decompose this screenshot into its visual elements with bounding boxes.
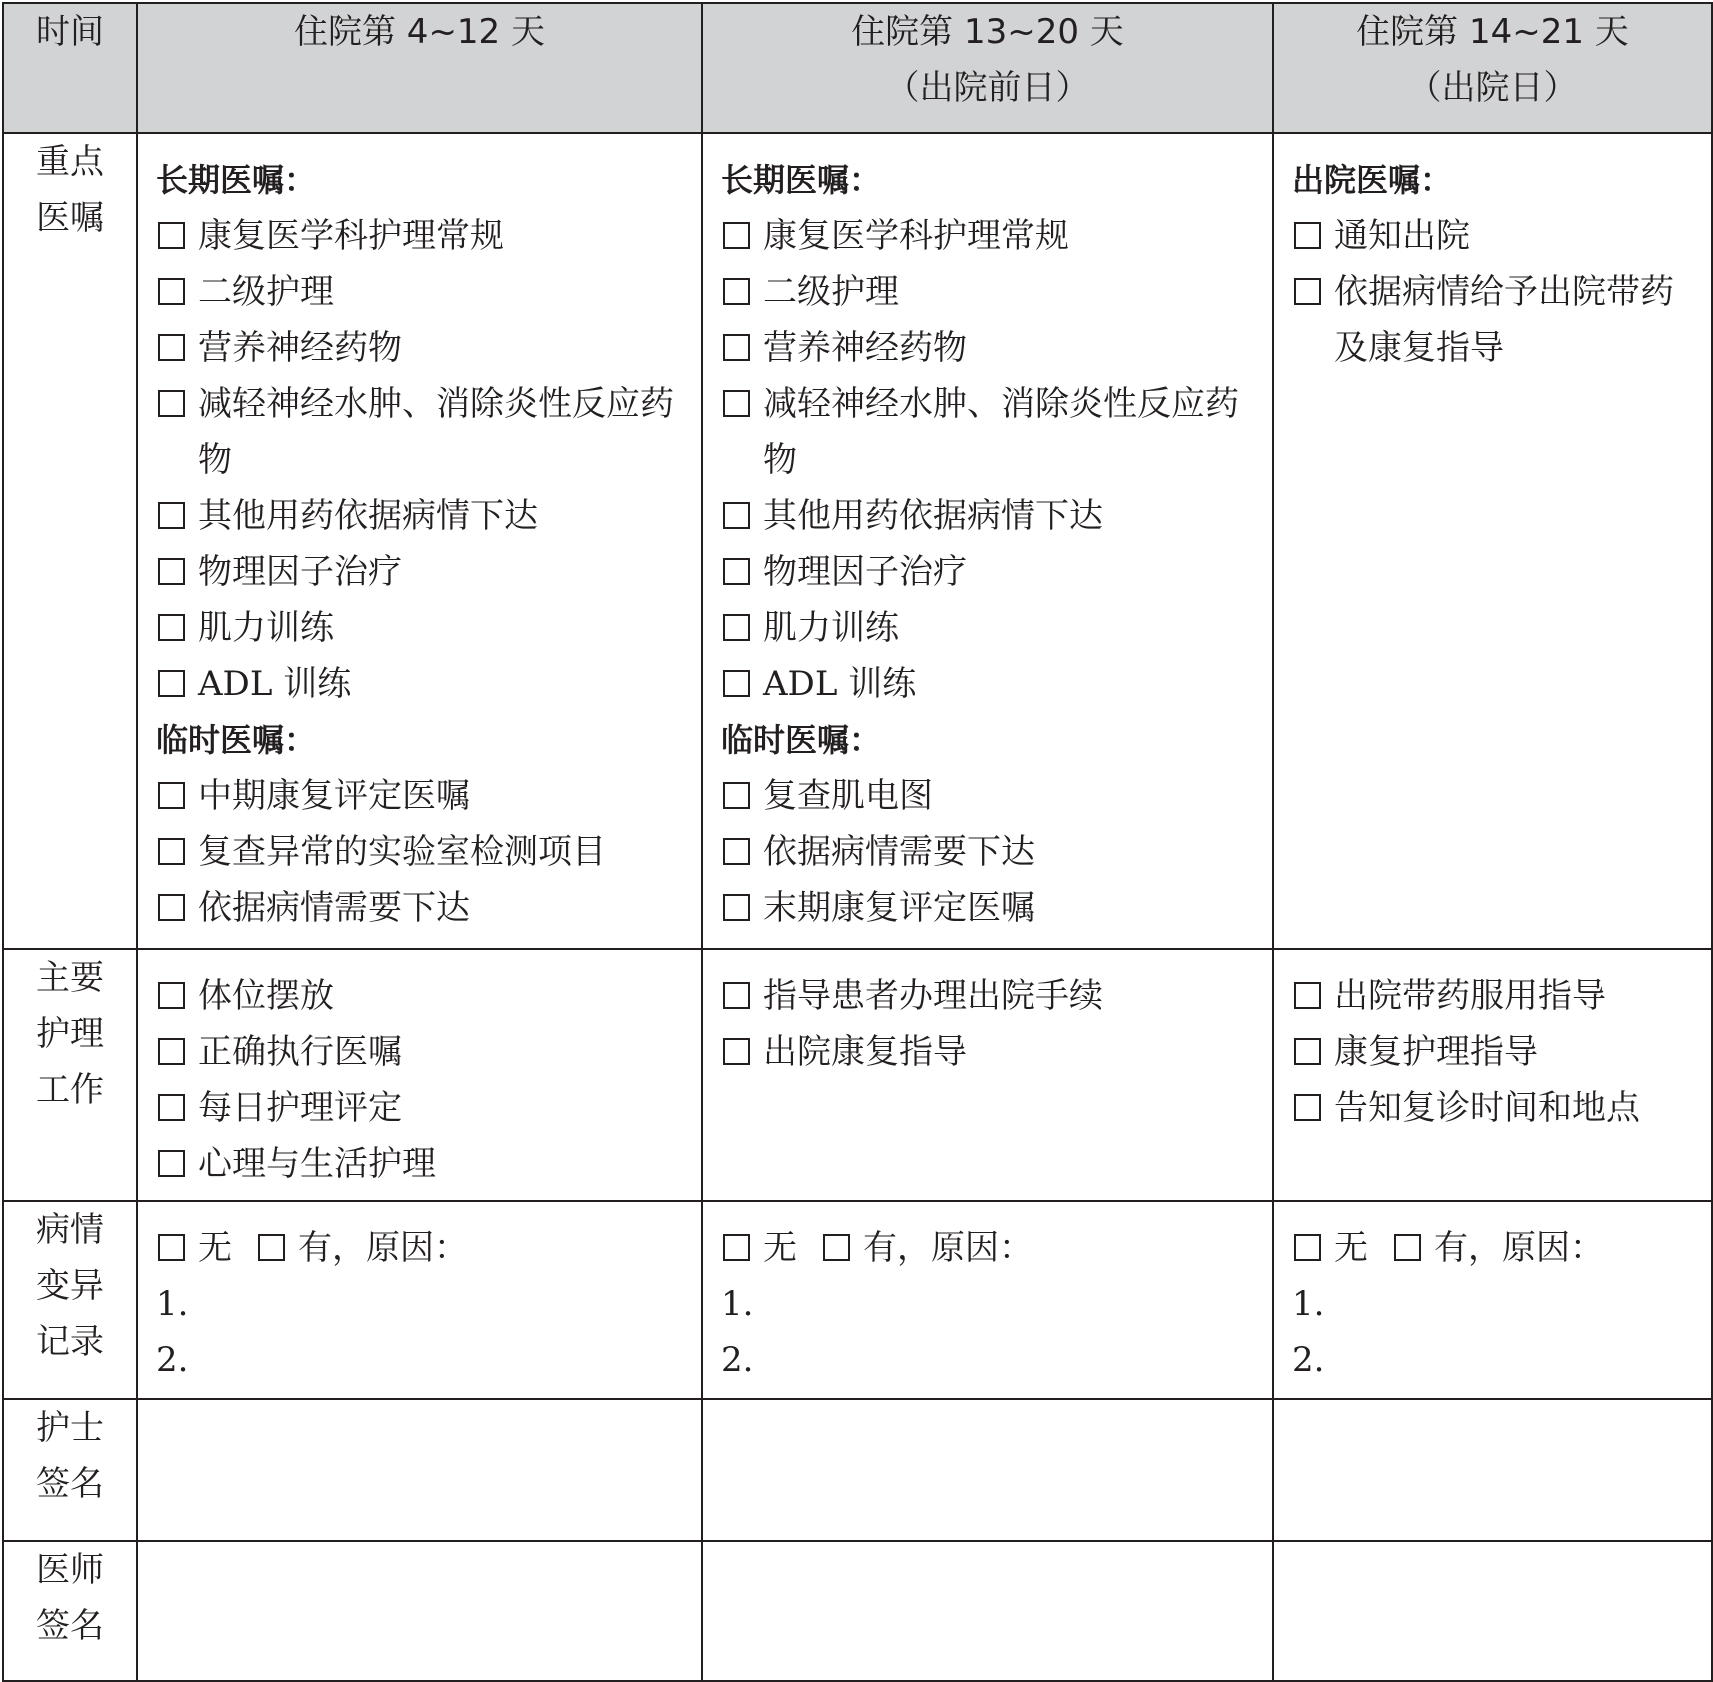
checkbox[interactable]: [723, 558, 750, 585]
checkbox[interactable]: [723, 670, 750, 697]
nursing-col2: [702, 949, 1273, 1201]
checkbox[interactable]: [158, 390, 185, 417]
checkbox[interactable]: [158, 278, 185, 305]
checkbox[interactable]: [158, 670, 185, 697]
checkbox[interactable]: [723, 782, 750, 809]
orders-col3: [1273, 133, 1712, 949]
checkbox[interactable]: [158, 614, 185, 641]
checkbox[interactable]: [158, 1038, 185, 1065]
doctor-signature-field[interactable]: [702, 1541, 1273, 1681]
checklist-item: [721, 488, 1258, 544]
orders-row-label: 重点 医嘱: [3, 133, 137, 949]
checkbox[interactable]: [1294, 222, 1321, 249]
checkbox[interactable]: [723, 390, 750, 417]
checklist-item-label: 依据病情给予出院带药及康复指导: [1334, 272, 1674, 368]
checklist-item: [721, 600, 1258, 656]
discharge-order-list: [1292, 208, 1697, 376]
checklist-item: [721, 544, 1258, 600]
checklist-item-label: 其他用药依据病情下达: [198, 496, 538, 536]
nursing-task-list: [721, 968, 1258, 1080]
checklist-item: [721, 1024, 1258, 1080]
doctor-signature-field[interactable]: [1273, 1541, 1712, 1681]
checkbox[interactable]: [723, 894, 750, 921]
checklist-item-label: 其他用药依据病情下达: [763, 496, 1103, 536]
variance-line-1[interactable]: 1.: [156, 1284, 189, 1324]
checkbox[interactable]: [158, 558, 185, 585]
checkbox[interactable]: [158, 334, 185, 361]
checklist-item: [1292, 968, 1697, 1024]
long-term-order-list: [156, 208, 687, 712]
variance-line-2[interactable]: 2.: [1292, 1340, 1325, 1380]
variance-none-checkbox[interactable]: [1294, 1234, 1321, 1261]
variance-none-label: 无: [198, 1228, 232, 1268]
checklist-item: [156, 208, 687, 264]
nursing-row-label: 主要 护理 工作: [3, 949, 137, 1201]
variance-line-2[interactable]: 2.: [156, 1340, 189, 1380]
checklist-item-label: 出院康复指导: [763, 1032, 967, 1072]
variance-row-label: 病情 变异 记录: [3, 1201, 137, 1399]
header-time: 时间: [3, 3, 137, 133]
checklist-item-label: 体位摆放: [198, 976, 334, 1016]
checklist-item-label: 复查肌电图: [763, 776, 933, 816]
orders-col1: [137, 133, 702, 949]
discharge-orders-title: 出院医嘱：: [1292, 161, 1453, 199]
checklist-item-label: 依据病情需要下达: [763, 832, 1035, 872]
variance-none-checkbox[interactable]: [723, 1234, 750, 1261]
variance-row: [3, 1201, 1712, 1399]
checklist-item-label: ADL 训练: [198, 664, 352, 704]
checkbox[interactable]: [158, 222, 185, 249]
checklist-item: [721, 264, 1258, 320]
nursing-col3: [1273, 949, 1712, 1201]
checkbox[interactable]: [723, 222, 750, 249]
checkbox[interactable]: [1294, 1038, 1321, 1065]
checklist-item-label: 二级护理: [198, 272, 334, 312]
checklist-item-label: 复查异常的实验室检测项目: [198, 832, 606, 872]
checklist-item: [156, 656, 687, 712]
checklist-item: [156, 824, 687, 880]
variance-none-label: 无: [763, 1228, 797, 1268]
checklist-item: [721, 880, 1258, 936]
checklist-item-label: 物理因子治疗: [763, 552, 967, 592]
long-term-order-list: [721, 208, 1258, 712]
long-term-orders-title: 长期医嘱：: [721, 161, 882, 199]
variance-has-checkbox[interactable]: [1394, 1234, 1421, 1261]
doctor-signature-label: 医师 签名: [3, 1541, 137, 1681]
variance-has-checkbox[interactable]: [258, 1234, 285, 1261]
checkbox[interactable]: [1294, 1094, 1321, 1121]
checklist-item-label: 肌力训练: [763, 608, 899, 648]
checklist-item: [1292, 1024, 1697, 1080]
header-day-13-20: 住院第 13~20 天 （出院前日）: [702, 3, 1273, 133]
checklist-item: [721, 968, 1258, 1024]
checklist-item: [721, 768, 1258, 824]
checklist-item-label: ADL 训练: [763, 664, 917, 704]
checklist-item: [156, 544, 687, 600]
checklist-item-label: 物理因子治疗: [198, 552, 402, 592]
orders-col2: [702, 133, 1273, 949]
nursing-task-list: [156, 968, 687, 1192]
checklist-item: [156, 1136, 687, 1192]
temporary-order-list: [156, 768, 687, 936]
variance-line-1[interactable]: 1.: [721, 1284, 754, 1324]
header-row: [3, 3, 1712, 133]
nurse-signature-label: 护士 签名: [3, 1399, 137, 1541]
checklist-item-label: 每日护理评定: [198, 1088, 402, 1128]
checklist-item: [156, 264, 687, 320]
checklist-item-label: 指导患者办理出院手续: [763, 976, 1103, 1016]
temporary-orders-title: 临时医嘱：: [156, 721, 317, 759]
checkbox[interactable]: [158, 1150, 185, 1177]
checklist-item: [156, 1080, 687, 1136]
temporary-order-list: [721, 768, 1258, 936]
checklist-item-label: 中期康复评定医嘱: [198, 776, 470, 816]
checkbox[interactable]: [1294, 278, 1321, 305]
nurse-signature-field[interactable]: [702, 1399, 1273, 1541]
checklist-item-label: 营养神经药物: [198, 328, 402, 368]
variance-has-label: 有，原因：: [1434, 1228, 1604, 1268]
nurse-signature-field[interactable]: [137, 1399, 702, 1541]
checkbox[interactable]: [158, 838, 185, 865]
clinical-pathway-table: [2, 2, 1713, 1682]
variance-has-checkbox[interactable]: [823, 1234, 850, 1261]
checkbox[interactable]: [723, 334, 750, 361]
doctor-signature-field[interactable]: [137, 1541, 702, 1681]
checklist-item-label: 告知复诊时间和地点: [1334, 1088, 1640, 1128]
header-day-14-21: 住院第 14~21 天 （出院日）: [1273, 3, 1712, 133]
checklist-item: [156, 488, 687, 544]
nursing-task-list: [1292, 968, 1697, 1136]
checkbox[interactable]: [723, 278, 750, 305]
checklist-item-label: 二级护理: [763, 272, 899, 312]
checklist-item: [1292, 208, 1697, 264]
checklist-item-label: 康复医学科护理常规: [763, 216, 1069, 256]
checklist-item-label: 肌力训练: [198, 608, 334, 648]
checkbox[interactable]: [723, 838, 750, 865]
checkbox[interactable]: [1294, 982, 1321, 1009]
checkbox[interactable]: [158, 1094, 185, 1121]
checklist-item-label: 依据病情需要下达: [198, 888, 470, 928]
checklist-item-label: 末期康复评定医嘱: [763, 888, 1035, 928]
checklist-item: [156, 320, 687, 376]
variance-col2: [702, 1201, 1273, 1399]
checklist-item: [721, 320, 1258, 376]
doctor-signature-row: [3, 1541, 1712, 1681]
checklist-item-label: 康复医学科护理常规: [198, 216, 504, 256]
variance-has-label: 有，原因：: [863, 1228, 1033, 1268]
checklist-item-label: 正确执行医嘱: [198, 1032, 402, 1072]
checklist-item: [721, 824, 1258, 880]
variance-none-checkbox[interactable]: [158, 1234, 185, 1261]
nursing-row: [3, 949, 1712, 1201]
checklist-item: [156, 880, 687, 936]
variance-col1: [137, 1201, 702, 1399]
checklist-item-label: 减轻神经水肿、消除炎性反应药物: [198, 384, 674, 480]
checkbox[interactable]: [158, 782, 185, 809]
checklist-item: [156, 376, 687, 488]
checkbox[interactable]: [723, 982, 750, 1009]
checklist-item-label: 出院带药服用指导: [1334, 976, 1606, 1016]
variance-col3: [1273, 1201, 1712, 1399]
checkbox[interactable]: [158, 982, 185, 1009]
checklist-item-label: 减轻神经水肿、消除炎性反应药物: [763, 384, 1239, 480]
checklist-item-label: 康复护理指导: [1334, 1032, 1538, 1072]
variance-line-2[interactable]: 2.: [721, 1340, 754, 1380]
checklist-item: [721, 208, 1258, 264]
nursing-col1: [137, 949, 702, 1201]
checklist-item-label: 营养神经药物: [763, 328, 967, 368]
header-day-4-12: 住院第 4~12 天: [137, 3, 702, 133]
checkbox[interactable]: [723, 614, 750, 641]
checkbox[interactable]: [723, 1038, 750, 1065]
long-term-orders-title: 长期医嘱：: [156, 161, 317, 199]
checklist-item: [156, 1024, 687, 1080]
checklist-item: [156, 600, 687, 656]
checklist-item: [156, 768, 687, 824]
checklist-item-label: 心理与生活护理: [198, 1144, 436, 1184]
variance-none-label: 无: [1334, 1228, 1368, 1268]
temporary-orders-title: 临时医嘱：: [721, 721, 882, 759]
checklist-item: [721, 376, 1258, 488]
checklist-item: [1292, 264, 1697, 376]
checklist-item: [1292, 1080, 1697, 1136]
variance-has-label: 有，原因：: [298, 1228, 468, 1268]
checkbox[interactable]: [158, 894, 185, 921]
checklist-item: [721, 656, 1258, 712]
checkbox[interactable]: [158, 502, 185, 529]
orders-row: [3, 133, 1712, 949]
checklist-item-label: 通知出院: [1334, 216, 1470, 256]
nurse-signature-field[interactable]: [1273, 1399, 1712, 1541]
nurse-signature-row: [3, 1399, 1712, 1541]
variance-line-1[interactable]: 1.: [1292, 1284, 1325, 1324]
checkbox[interactable]: [723, 502, 750, 529]
checklist-item: [156, 968, 687, 1024]
